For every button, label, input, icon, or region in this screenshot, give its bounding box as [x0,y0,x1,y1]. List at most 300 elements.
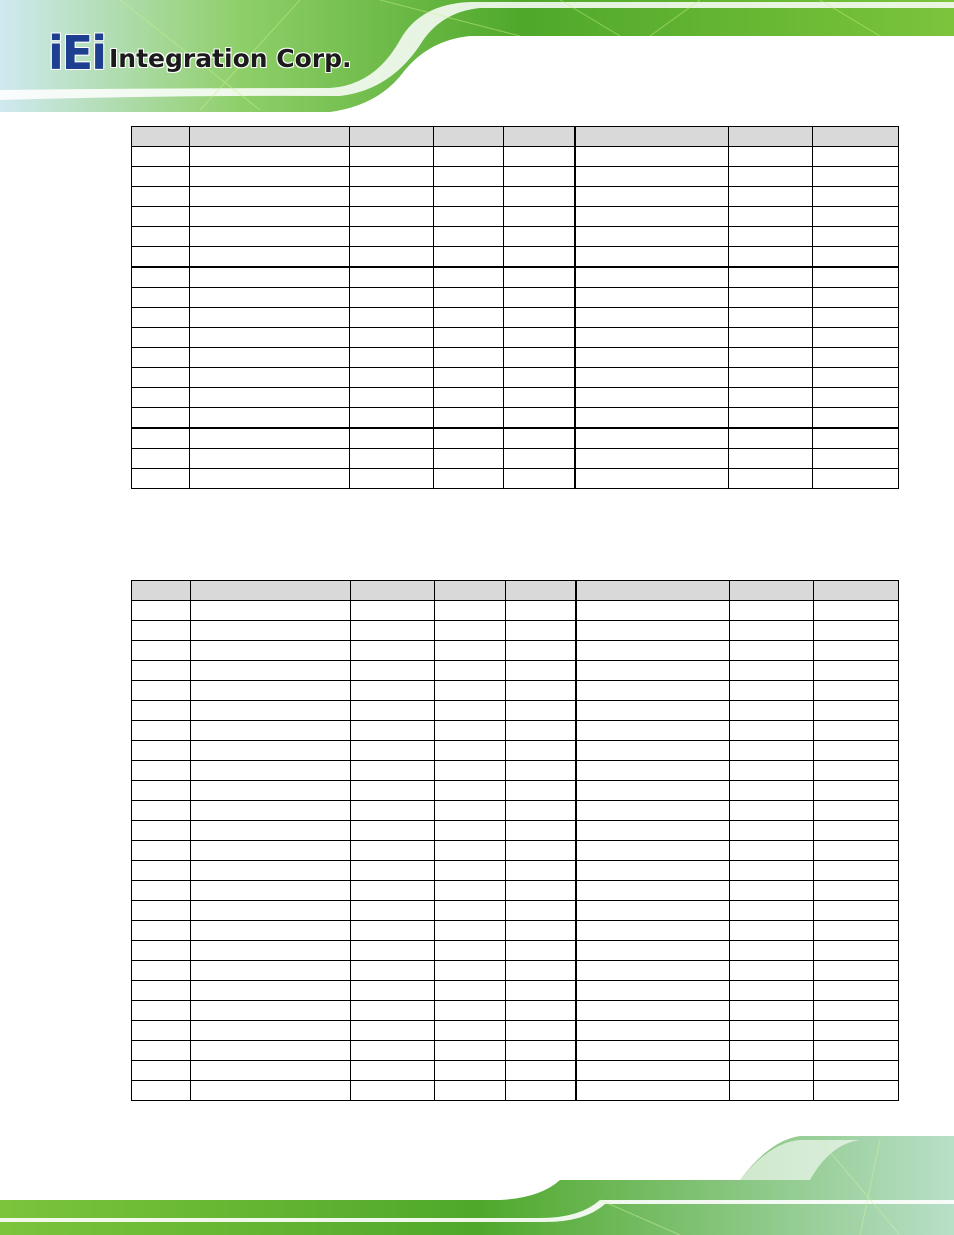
table-cell [504,408,575,429]
table-cell [435,941,506,961]
header-cell [191,581,351,601]
table-cell [814,741,899,761]
table-cell [132,861,191,881]
pinout-table-2 [131,580,899,1101]
table-cell [191,961,351,981]
table-cell [132,227,190,247]
table-cell [575,267,729,288]
table-cell [435,861,506,881]
table-cell [576,621,730,641]
table-row [132,961,899,981]
table-cell [434,288,504,308]
table-cell [576,841,730,861]
header-cell [132,127,190,147]
table-cell [506,1001,576,1021]
table-cell [576,1041,730,1061]
table-cell [132,921,191,941]
table-cell [132,841,191,861]
table-cell [434,348,504,368]
table-cell [730,721,814,741]
table-cell [132,308,190,328]
table-cell [434,207,504,227]
table-cell [350,308,434,328]
table-row [132,941,899,961]
table-cell [132,781,191,801]
table-cell [576,701,730,721]
table-cell [132,821,191,841]
table-cell [504,348,575,368]
table-cell [190,227,350,247]
table-cell [729,247,813,268]
table-cell [132,981,191,1001]
logo-mark: iEi [48,26,105,80]
table-cell [730,1081,814,1101]
table-row [132,408,899,429]
table-cell [132,1021,191,1041]
table-cell [435,661,506,681]
table-cell [132,267,190,288]
table-cell [351,981,435,1001]
table-cell [813,368,899,388]
table-cell [506,941,576,961]
table-cell [575,167,729,187]
table-cell [132,1081,191,1101]
table-row [132,821,899,841]
table-row [132,841,899,861]
table-cell [575,388,729,408]
header-cell [729,127,813,147]
table-cell [191,921,351,941]
header-cell [576,581,730,601]
table-cell [351,621,435,641]
table-cell [351,741,435,761]
table-cell [729,368,813,388]
table-cell [575,328,729,348]
header-cell [506,581,576,601]
table-cell [813,167,899,187]
table-cell [191,761,351,781]
table-cell [730,1021,814,1041]
table-cell [575,368,729,388]
table-cell [434,147,504,167]
table-cell [506,721,576,741]
table-cell [435,881,506,901]
table-cell [814,1061,899,1081]
table-cell [813,147,899,167]
table-row [132,761,899,781]
table-cell [132,681,191,701]
table-cell [190,408,350,429]
header-cell [504,127,575,147]
table-cell [504,207,575,227]
table-cell [729,449,813,469]
table-cell [351,801,435,821]
table-cell [350,167,434,187]
table-cell [814,901,899,921]
table-cell [132,1001,191,1021]
table-row [132,921,899,941]
table-cell [575,449,729,469]
table-cell [190,449,350,469]
table-row [132,1021,899,1041]
table-row [132,601,899,621]
table-cell [506,741,576,761]
table-cell [132,961,191,981]
table-cell [504,267,575,288]
table-row [132,581,899,601]
table-cell [350,428,434,449]
table-cell [813,408,899,429]
table-cell [813,288,899,308]
table-cell [351,961,435,981]
header-cell [350,127,434,147]
table-cell [814,721,899,741]
table-row [132,901,899,921]
table-row [132,881,899,901]
table-cell [351,781,435,801]
table-row [132,861,899,881]
table-cell [190,167,350,187]
table-cell [576,1021,730,1041]
table-cell [132,621,191,641]
table-cell [730,981,814,1001]
table-cell [190,147,350,167]
table-cell [351,1081,435,1101]
table-cell [350,187,434,207]
table-cell [435,1061,506,1081]
table-cell [190,247,350,268]
table-row [132,1001,899,1021]
table-cell [730,661,814,681]
table-cell [132,721,191,741]
table-cell [813,308,899,328]
table-cell [132,388,190,408]
table-cell [504,428,575,449]
table-cell [132,641,191,661]
table-cell [813,428,899,449]
table-cell [350,469,434,489]
table-cell [191,661,351,681]
table-cell [504,388,575,408]
table-cell [504,449,575,469]
table-cell [576,881,730,901]
header-cell [813,127,899,147]
table-cell [506,1021,576,1041]
table-cell [351,821,435,841]
table-cell [191,1041,351,1061]
table-row [132,641,899,661]
table-cell [729,267,813,288]
table-cell [191,1061,351,1081]
table-cell [191,861,351,881]
table-cell [132,449,190,469]
table-row [132,801,899,821]
table-cell [814,761,899,781]
table-cell [729,469,813,489]
table-cell [506,621,576,641]
table-row [132,147,899,167]
table-cell [730,761,814,781]
table-cell [730,741,814,761]
table-cell [730,861,814,881]
table-cell [351,941,435,961]
table-cell [506,641,576,661]
table-row [132,388,899,408]
table-row [132,428,899,449]
table-cell [729,428,813,449]
table-cell [132,1061,191,1081]
table-cell [504,308,575,328]
table-cell [504,469,575,489]
table-cell [435,1041,506,1061]
table-cell [729,167,813,187]
table-cell [132,701,191,721]
table-cell [506,601,576,621]
table-cell [434,449,504,469]
table-cell [351,641,435,661]
table-cell [435,981,506,1001]
table-cell [132,167,190,187]
table-cell [730,781,814,801]
table-cell [575,227,729,247]
table-cell [576,641,730,661]
table-cell [350,267,434,288]
table-cell [191,741,351,761]
table-cell [730,881,814,901]
table-row [132,288,899,308]
table-cell [434,428,504,449]
table-cell [435,1081,506,1101]
table-row [132,368,899,388]
table-cell [730,641,814,661]
table-cell [350,227,434,247]
table-cell [814,781,899,801]
table-cell [132,661,191,681]
table-cell [814,921,899,941]
table-cell [351,1001,435,1021]
table-cell [575,408,729,429]
table-cell [191,601,351,621]
table-cell [576,741,730,761]
table-cell [132,881,191,901]
table-cell [504,328,575,348]
table-cell [190,308,350,328]
table-cell [132,408,190,429]
table-cell [729,308,813,328]
table-cell [813,187,899,207]
table-row [132,1041,899,1061]
table-cell [190,428,350,449]
table-cell [506,961,576,981]
table-cell [506,761,576,781]
table-cell [434,368,504,388]
table-cell [729,227,813,247]
table-row [132,127,899,147]
table-cell [351,1061,435,1081]
table-cell [190,469,350,489]
table-cell [814,701,899,721]
table-cell [132,1041,191,1061]
table-cell [350,449,434,469]
table-cell [434,328,504,348]
table-cell [575,247,729,268]
table-cell [729,187,813,207]
table-cell [434,247,504,268]
table-row [132,1081,899,1101]
table-cell [435,741,506,761]
table-cell [814,681,899,701]
table-cell [434,408,504,429]
header-cell [434,127,504,147]
table-row [132,661,899,681]
table-cell [730,601,814,621]
table-cell [435,721,506,741]
pinout-table-1 [131,126,899,489]
table-cell [132,469,190,489]
table-cell [814,881,899,901]
table-cell [435,601,506,621]
table-row [132,348,899,368]
table-cell [351,861,435,881]
table-cell [132,741,191,761]
table-cell [351,1021,435,1041]
table-cell [730,621,814,641]
table-cell [191,621,351,641]
header-cell [814,581,899,601]
table-cell [814,1041,899,1061]
table-cell [814,841,899,861]
company-logo [48,26,352,80]
table-cell [814,621,899,641]
table-cell [506,781,576,801]
table-cell [813,328,899,348]
table-cell [730,1041,814,1061]
table-cell [813,388,899,408]
table-cell [434,267,504,288]
table-cell [504,167,575,187]
table-cell [730,701,814,721]
table-cell [506,801,576,821]
table-row [132,721,899,741]
table-cell [813,247,899,268]
table-cell [576,761,730,781]
table-cell [575,428,729,449]
table-cell [350,247,434,268]
table-cell [351,601,435,621]
table-cell [351,661,435,681]
table-cell [350,288,434,308]
table-cell [730,681,814,701]
table-cell [814,641,899,661]
table-cell [132,801,191,821]
table-cell [434,187,504,207]
table-row [132,227,899,247]
table-cell [191,981,351,1001]
table-cell [506,1041,576,1061]
table-cell [351,681,435,701]
table-cell [730,961,814,981]
table-cell [814,861,899,881]
table-cell [191,1081,351,1101]
table-cell [350,368,434,388]
table-cell [434,227,504,247]
table-cell [814,821,899,841]
table-cell [434,388,504,408]
table-cell [504,247,575,268]
table-cell [813,348,899,368]
table-cell [576,721,730,741]
table-cell [506,1081,576,1101]
table-cell [506,681,576,701]
table-cell [814,941,899,961]
table-cell [435,821,506,841]
table-cell [575,348,729,368]
table-cell [351,901,435,921]
table-cell [132,901,191,921]
table-cell [506,701,576,721]
table-cell [504,288,575,308]
table-cell [730,901,814,921]
table-cell [132,348,190,368]
table-cell [190,187,350,207]
table-cell [730,1001,814,1021]
table-cell [132,941,191,961]
table-cell [576,1001,730,1021]
table-row [132,781,899,801]
table-cell [576,681,730,701]
table-cell [350,348,434,368]
table-row [132,449,899,469]
table-cell [132,328,190,348]
table-cell [190,388,350,408]
table-cell [575,288,729,308]
table-cell [576,901,730,921]
table-cell [435,681,506,701]
table-cell [435,641,506,661]
table-cell [132,147,190,167]
table-cell [730,821,814,841]
table-cell [506,841,576,861]
table-cell [435,901,506,921]
table-cell [350,207,434,227]
table-row [132,328,899,348]
table-cell [730,921,814,941]
table-row [132,187,899,207]
table-cell [191,801,351,821]
table-cell [435,781,506,801]
table-cell [132,187,190,207]
table-row [132,267,899,288]
table-cell [576,781,730,801]
table-cell [814,981,899,1001]
table-cell [506,901,576,921]
table-cell [350,388,434,408]
table-cell [191,881,351,901]
table-cell [191,1001,351,1021]
table-cell [191,941,351,961]
table-cell [730,841,814,861]
table-cell [191,841,351,861]
header-cell [730,581,814,601]
table-cell [190,207,350,227]
table-cell [132,247,190,268]
table-cell [576,961,730,981]
table-cell [351,841,435,861]
table-cell [191,1021,351,1041]
table-row [132,701,899,721]
table-row [132,469,899,489]
table-cell [191,641,351,661]
